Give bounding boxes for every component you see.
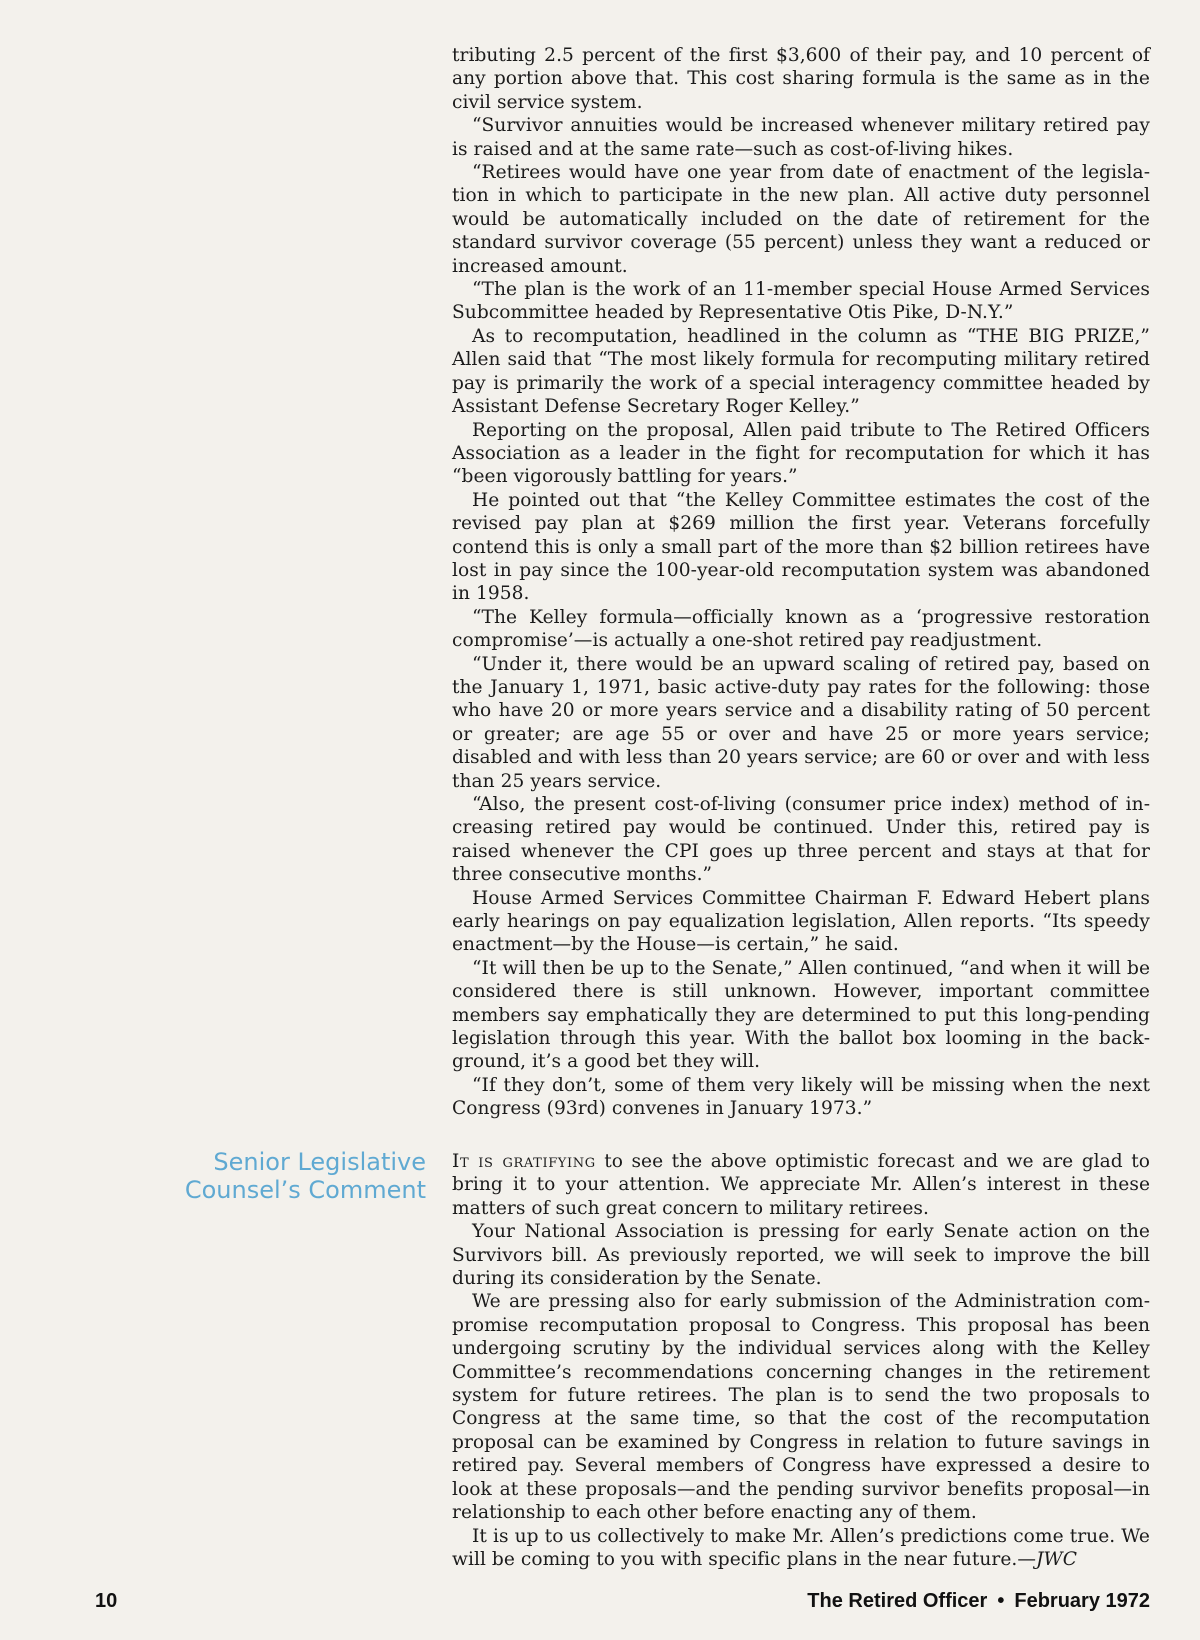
paragraph: As to recomputation, headlined in the column as “THE BIG PRIZE,” Allen said that “The most likely formula for recomputing military retired pay is primarily the work of a special interagency committee headed by Assistant Defense Secretary Roger Kelley.”	[452, 325, 1150, 418]
paragraph: Reporting on the proposal, Allen paid tribute to The Retired Officers Association as a leader in the fight for recomputation for which it has “been vigorously battling for years.”	[452, 419, 1150, 488]
closing-text: It is up to us collectively to make Mr. Allen’s predictions come true. We will be coming to you with specific plans in the near future.—	[452, 1525, 1150, 1570]
paragraph: Your National Association is pressing for early Senate action on the Survivors bill. As previously reported, we will seek to improve the bill during its consideration by the Senate.	[452, 1221, 1150, 1290]
section-heading-line: Senior Legislative	[213, 1148, 426, 1176]
paragraph: “The plan is the work of an 11-member special House Armed Services Subcommittee headed by Representative Otis Pike, D-N.Y.”	[452, 279, 1150, 324]
article-continuation-column	[452, 44, 1150, 1121]
paragraph: “Also, the present cost-of-living (consumer price index) method of increasing retired pay would be continued. Under this, retired pay is raised whenever the CPI goes up three percent and stays at that for three consecutive months.”	[452, 794, 1150, 886]
running-footer	[807, 1590, 1150, 1613]
comment-column	[452, 1150, 1150, 1571]
section-heading	[146, 1148, 426, 1204]
lead-paragraph	[452, 1150, 1150, 1220]
paragraph: We are pressing also for early submission of the Administration compromise recomputation proposal to Congress. This proposal has been undergoing scrutiny by the individual services along with the Kelley Committee’s recommendations concerning changes in the retirement system for future retirees. The plan is to send the two proposals to Congress at the same time, so that the cost of the recomputation proposal can be examined by Congress in relation to future savings in retired pay. Several members of Congress have expressed a desire to look at these proposals—and the pending survivor benefits proposal—in relationship to each other before enacting any of them.	[452, 1291, 1150, 1524]
author-initials: JWC	[1036, 1548, 1077, 1570]
lead-in-smallcaps: It is gratifying	[452, 1151, 596, 1172]
page-number: 10	[95, 1590, 118, 1612]
paragraph: “Retirees would have one year from date of enactment of the legislation in which to participate in the new plan. All active duty personnel would be automatically included on the date of retirement for the standard survivor coverage (55 percent) unless they want a reduced or increased amount.	[452, 162, 1150, 277]
paragraph: “Under it, there would be an upward scaling of retired pay, based on the January 1, 1971, basic active-duty pay rates for the following: those who have 20 or more years service and a disability rating of 50 percent or greater; are age 55 or over and have 25 or more years service; disabled and with less than 20 years service; are 60 or over and with less than 25 years service.	[452, 653, 1150, 792]
paragraph: He pointed out that “the Kelley Committee estimates the cost of the revised pay plan at $269 million the first year. Veterans forcefully contend this is only a small part of the more than $2 billion retirees have lost in pay since the 100-year-old recomputation system was abandoned in 1958.	[452, 489, 1150, 605]
issue-date: February 1972	[1014, 1590, 1150, 1612]
lead-paragraph-text: to see the above optimistic forecast and we are glad to bring it to your attention. We appreciate Mr. Allen’s interest in these matters of such great concern to military retirees.	[452, 1151, 1151, 1219]
paragraph: “If they don’t, some of them very likely will be missing when the next Congress (93rd) convenes in January 1973.”	[452, 1074, 1150, 1120]
section-heading-line: Counsel’s Comment	[184, 1176, 426, 1204]
page-footer	[0, 1590, 1200, 1620]
paragraph: “It will then be up to the Senate,” Allen continued, “and when it will be considered there is still unknown. However, important committee members say emphatically they are determined to put this long-pending legislation through this year. With the ballot box looming in the background, it’s a good bet they will.	[452, 957, 1150, 1073]
footer-separator: •	[997, 1590, 1005, 1612]
paragraph: “The Kelley formula—officially known as a ‘progressive restoration compromise’—is actually a one-shot retired pay readjustment.	[452, 606, 1150, 652]
closing-paragraph	[452, 1525, 1150, 1572]
publication-title: The Retired Officer	[807, 1590, 988, 1612]
paragraph: “Survivor annuities would be increased whenever military retired pay is raised and at the same rate—such as cost-of-living hikes.	[452, 115, 1150, 160]
paragraph: House Armed Services Committee Chairman F. Edward Hebert plans early hearings on pay equalization legislation, Allen reports. “Its speedy enactment—by the House—is certain,” he said.	[452, 887, 1150, 956]
paragraph: tributing 2.5 percent of the first $3,600 of their pay, and 10 percent of any portion above that. This cost sharing formula is the same as in the civil service system.	[452, 45, 1150, 113]
